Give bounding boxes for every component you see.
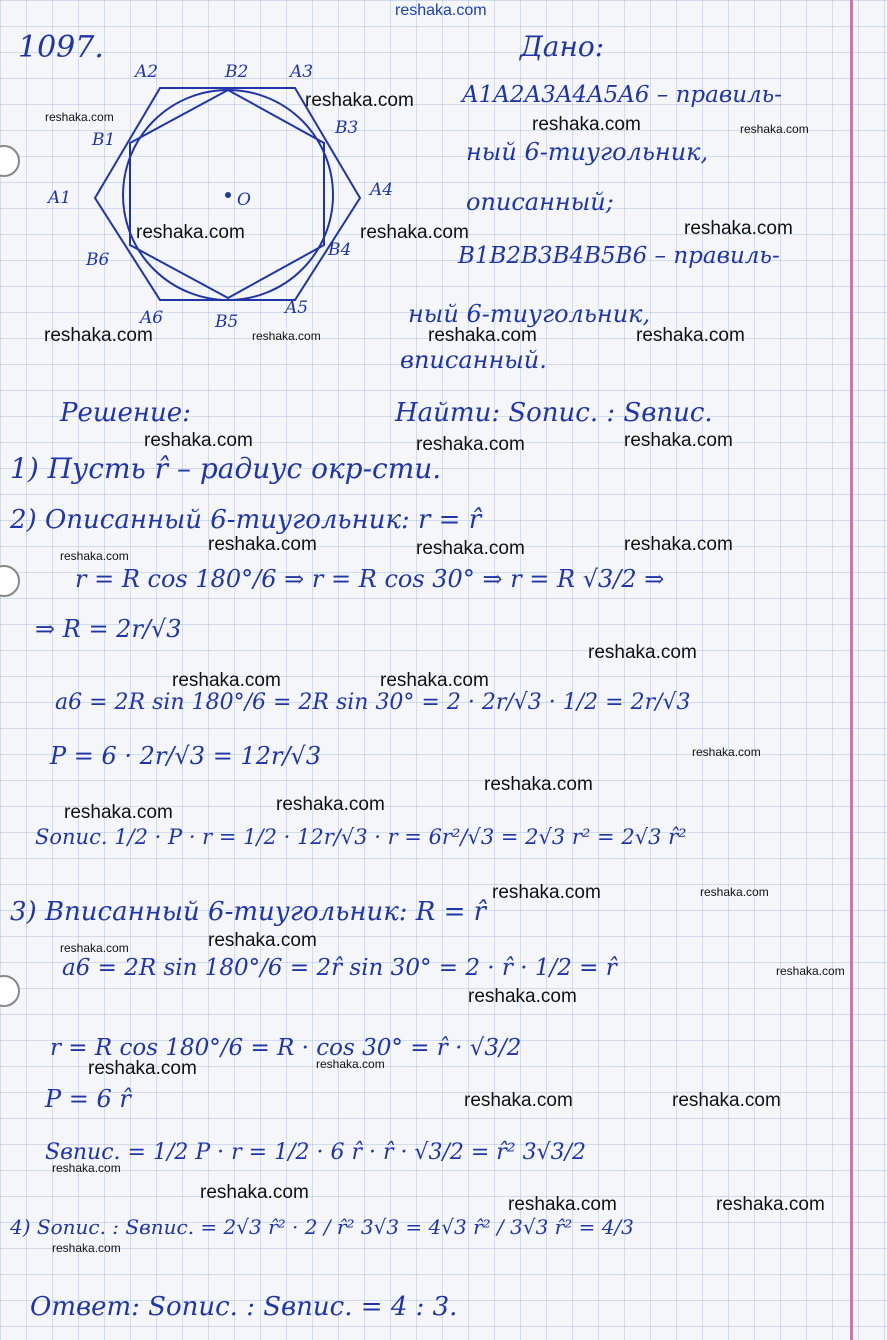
given-line: B1B2B3B4B5B6 – правиль- bbox=[458, 243, 780, 269]
step-3-line: a6 = 2R sin 180°/6 = 2r̂ sin 30° = 2 · r̂ · 1/2 = r̂ bbox=[62, 955, 617, 981]
label-a4: A4 bbox=[370, 180, 394, 200]
watermark: reshaka.com bbox=[636, 325, 745, 346]
label-b5: B5 bbox=[215, 312, 239, 332]
step-3-line: P = 6 r̂ bbox=[45, 1085, 131, 1113]
watermark: reshaka.com bbox=[624, 430, 733, 451]
given-line: ный 6-тиугольник, bbox=[408, 300, 651, 328]
watermark: reshaka.com bbox=[484, 774, 593, 795]
watermark: reshaka.com bbox=[200, 1182, 309, 1203]
watermark: reshaka.com bbox=[52, 1161, 121, 1175]
watermark: reshaka.com bbox=[360, 222, 469, 243]
watermark: reshaka.com bbox=[716, 1194, 825, 1215]
step-3-line: Sвпис. = 1/2 P · r = 1/2 · 6 r̂ · r̂ · √3/2 = r̂² 3√3/2 bbox=[45, 1140, 587, 1165]
center-point bbox=[225, 192, 231, 198]
label-b1: B1 bbox=[92, 130, 116, 150]
binder-hole bbox=[0, 975, 20, 1007]
watermark: reshaka.com bbox=[464, 1090, 573, 1111]
step-2-line: a6 = 2R sin 180°/6 = 2R sin 30° = 2 · 2r/√3 · 1/2 = 2r/√3 bbox=[55, 690, 691, 715]
watermark: reshaka.com bbox=[64, 802, 173, 823]
label-a5: A5 bbox=[285, 298, 309, 318]
watermark: reshaka.com bbox=[276, 794, 385, 815]
label-center: O bbox=[237, 190, 251, 210]
binder-hole bbox=[0, 565, 20, 597]
watermark: reshaka.com bbox=[700, 885, 769, 899]
watermark: reshaka.com bbox=[776, 964, 845, 978]
watermark: reshaka.com bbox=[508, 1194, 617, 1215]
watermark: reshaka.com bbox=[428, 325, 537, 346]
problem-number: 1097. bbox=[18, 30, 104, 65]
watermark: reshaka.com bbox=[672, 1090, 781, 1111]
watermark: reshaka.com bbox=[144, 430, 253, 451]
label-b2: B2 bbox=[225, 62, 249, 82]
watermark: reshaka.com bbox=[208, 930, 317, 951]
watermark: reshaka.com bbox=[88, 1058, 197, 1079]
given-line: описанный; bbox=[466, 188, 614, 216]
step-2-line: Sопис. 1/2 · P · r = 1/2 · 12r/√3 · r = 6r²/√3 = 2√3 r² = 2√3 r̂² bbox=[35, 825, 687, 849]
step-2-heading: 2) Описанный 6-тиугольник: r = r̂ bbox=[10, 505, 482, 535]
label-a2: A2 bbox=[135, 62, 159, 82]
watermark: reshaka.com bbox=[136, 222, 245, 243]
label-b3: B3 bbox=[335, 118, 359, 138]
step-2-line: r = R cos 180°/6 ⇒ r = R cos 30° ⇒ r = R √3/2 ⇒ bbox=[75, 565, 665, 593]
watermark: reshaka.com bbox=[380, 670, 489, 691]
margin-line bbox=[850, 0, 853, 1340]
label-b6: B6 bbox=[86, 250, 110, 270]
watermark: reshaka.com bbox=[208, 534, 317, 555]
watermark: reshaka.com bbox=[416, 434, 525, 455]
watermark: reshaka.com bbox=[692, 745, 761, 759]
find-line: Найти: Sопис. : Sвпис. bbox=[395, 398, 713, 428]
label-a6: A6 bbox=[140, 308, 164, 328]
given-line: вписанный. bbox=[400, 346, 547, 374]
watermark: reshaka.com bbox=[305, 90, 414, 111]
answer-line: Ответ: Sопис. : Sвпис. = 4 : 3. bbox=[30, 1292, 458, 1322]
solution-heading: Решение: bbox=[60, 398, 191, 428]
watermark: reshaka.com bbox=[588, 642, 697, 663]
watermark: reshaka.com bbox=[44, 325, 153, 346]
step-3-heading: 3) Вписанный 6-тиугольник: R = r̂ bbox=[10, 897, 487, 927]
watermark: reshaka.com bbox=[624, 534, 733, 555]
given-line: A1A2A3A4A5A6 – правиль- bbox=[462, 82, 782, 108]
watermark: reshaka.com bbox=[45, 110, 114, 124]
step-2-line: ⇒ R = 2r/√3 bbox=[35, 615, 182, 643]
binder-hole bbox=[0, 145, 20, 177]
watermark: reshaka.com bbox=[684, 218, 793, 239]
given-heading: Дано: bbox=[520, 30, 605, 63]
step-1: 1) Пусть r̂ – радиус окр-сти. bbox=[10, 452, 442, 485]
step-4: 4) Sопис. : Sвпис. = 2√3 r̂² · 2 / r̂² 3√3 = 4√3 r̂² / 3√3 r̂² = 4/3 bbox=[10, 1215, 634, 1239]
watermark: reshaka.com bbox=[60, 941, 129, 955]
watermark: reshaka.com bbox=[740, 122, 809, 136]
watermark: reshaka.com bbox=[468, 986, 577, 1007]
watermark: reshaka.com bbox=[316, 1057, 385, 1071]
step-3-line: r = R cos 180°/6 = R · cos 30° = r̂ · √3/2 bbox=[50, 1035, 522, 1061]
watermark: reshaka.com bbox=[492, 882, 601, 903]
label-a3: A3 bbox=[290, 62, 314, 82]
given-line: ный 6-тиугольник, bbox=[466, 138, 709, 166]
watermark: reshaka.com bbox=[172, 670, 281, 691]
watermark: reshaka.com bbox=[252, 329, 321, 343]
site-header-link[interactable]: reshaka.com bbox=[395, 2, 487, 19]
watermark: reshaka.com bbox=[60, 549, 129, 563]
watermark: reshaka.com bbox=[416, 538, 525, 559]
watermark: reshaka.com bbox=[52, 1241, 121, 1255]
label-b4: B4 bbox=[328, 240, 352, 260]
step-2-line: P = 6 · 2r/√3 = 12r/√3 bbox=[50, 742, 322, 770]
label-a1: A1 bbox=[48, 188, 72, 208]
watermark: reshaka.com bbox=[532, 114, 641, 135]
